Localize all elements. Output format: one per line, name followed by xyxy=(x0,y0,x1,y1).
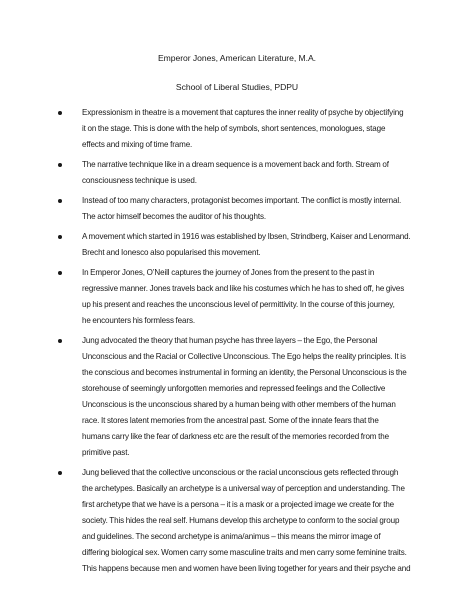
bullet-line: regressive manner. Jones travels back and like his costumes which he has to shed off, he gives xyxy=(82,284,405,293)
bullet-line: humans carry like the fear of darkness etc are the result of the memories recorded from the xyxy=(82,432,389,441)
bullet-line: A movement which started in 1916 was established by Ibsen, Strindberg, Kaiser and Lenormand. xyxy=(82,232,411,241)
bullet-line: differing biological sex. Women carry some masculine traits and men carry some feminine traits. xyxy=(82,548,407,557)
bullet-line: Jung believed that the collective unconscious or the racial unconscious gets reflected through xyxy=(82,468,399,477)
bullet-dot-icon xyxy=(58,163,62,167)
document-title: Emperor Jones, American Literature, M.A. xyxy=(157,53,316,63)
bullet-line: In Emperor Jones, O’Neill captures the journey of Jones from the present to the past in xyxy=(82,268,375,277)
document-subtitle: School of Liberal Studies, PDPU xyxy=(175,82,299,92)
bullet-line: consciousness technique is used. xyxy=(82,176,197,185)
bullet-line: primitive past. xyxy=(82,448,130,457)
bullet-line: This happens because men and women have been living together for years and their psyche and xyxy=(82,564,411,573)
bullet-line: society. This hides the real self. Humans develop this archetype to conform to the social group xyxy=(82,516,400,525)
bullet-line: storehouse of seemingly unforgotten memories and repressed feelings and the Collective xyxy=(82,384,386,393)
bullet-line: Brecht and Ionesco also popularised this movement. xyxy=(82,248,261,257)
bullet-dot-icon xyxy=(58,111,62,115)
bullet-text xyxy=(82,333,430,461)
bullet-line: Expressionism in theatre is a movement that captures the inner reality of psyche by objectifying xyxy=(82,108,404,117)
bullet-line: he encounters his formless fears. xyxy=(82,316,195,325)
bullet-text xyxy=(82,193,430,225)
bullet-line: Unconscious and the Racial or Collective Unconscious. The Ego helps the reality principles. It is xyxy=(82,352,406,361)
bullet-line: race. It stores latent memories from the ancestral past. Some of the innate fears that the xyxy=(82,416,379,425)
bullet-text xyxy=(82,265,430,329)
bullet-line: it on the stage. This is done with the help of symbols, short sentences, monologues, stage xyxy=(82,124,386,133)
bullet-line: first archetype that we have is a persona – it is a mask or a projected image we create for the xyxy=(82,500,395,509)
bullet-dot-icon xyxy=(58,471,62,475)
bullet-line: The narrative technique like in a dream sequence is a movement back and forth. Stream of xyxy=(82,160,389,169)
bullet-line: effects and mixing of time frame. xyxy=(82,140,193,149)
bullet-line: The actor himself becomes the auditor of his thoughts. xyxy=(82,212,266,221)
bullet-dot-icon xyxy=(58,271,62,275)
bullet-line: Jung advocated the theory that human psyche has three layers – the Ego, the Personal xyxy=(82,336,378,345)
bullet-line: the conscious and becomes instrumental in forming an identity, the Personal Unconscious is the xyxy=(82,368,407,377)
bullet-text xyxy=(82,465,430,577)
bullet-line: up his present and reaches the unconscious level of permittivity. In the course of this journey, xyxy=(82,300,395,309)
bullet-line: Instead of too many characters, protagonist becomes important. The conflict is mostly internal. xyxy=(82,196,402,205)
bullet-line: the archetypes. Basically an archetype is a universal way of perception and understanding. The xyxy=(82,484,405,493)
bullet-text xyxy=(82,229,430,261)
bullet-line: and guidelines. The second archetype is anima/animus – this means the mirror image of xyxy=(82,532,381,541)
bullet-text xyxy=(82,105,430,153)
bullet-dot-icon xyxy=(58,199,62,203)
bullet-line: Unconscious is the unconscious shared by a human being with other members of the human xyxy=(82,400,396,409)
bullet-dot-icon xyxy=(58,339,62,343)
bullet-text xyxy=(82,157,430,189)
bullet-dot-icon xyxy=(58,235,62,239)
